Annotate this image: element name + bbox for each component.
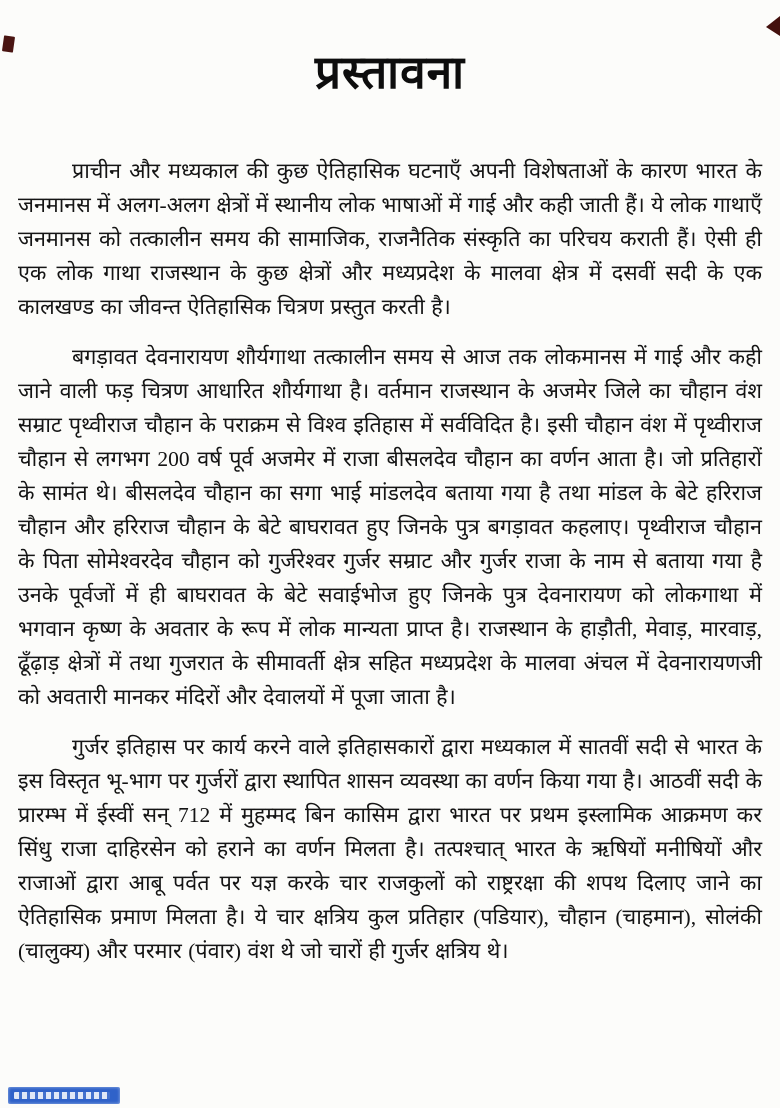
scan-artifact-highlight	[8, 1087, 120, 1104]
paragraph-2: बगड़ावत देवनारायण शौर्यगाथा तत्कालीन समय से आज तक लोकमानस में गाई और कही जाने वाली फड़ चित्रण आधारित शौर्यगाथा है। वर्तमान राजस्थान के अजमेर जिले का चौहान वंश सम्राट पृथ्वीराज चौहान के पराक्रम से विश्व इतिहास में सर्वविदित है। इसी चौहान वंश में पृथ्वीराज चौहान से लगभग 200 वर्ष पूर्व अजमेर में राजा बीसलदेव चौहान का वर्णन आता है। जो प्रतिहारों के सामंत थे। बीसलदेव चौहान का सगा भाई मांडलदेव बताया गया है तथा मांडल के बेटे हरिराज चौहान और हरिराज चौहान के बेटे बाघरावत हुए जिनके पुत्र बगड़ावत कहलाए। पृथ्वीराज चौहान के पिता सोमेश्वरदेव चौहान को गुर्जरेश्वर गुर्जर सम्राट और गुर्जर राजा के नाम से बताया गया है उनके पूर्वजों में ही बाघरावत के बेटे सवाईभोज हुए जिनके पुत्र देवनारायण को लोकगाथा में भगवान कृष्ण के अवतार के रूप में लोक मान्यता प्राप्त है। राजस्थान के हाड़ौती, मेवाड़, मारवाड़, ढूँढ़ाड़ क्षेत्रों में तथा गुजरात के सीमावर्ती क्षेत्र सहित मध्यप्रदेश के मालवा अंचल में देवनारायणजी को अवतारी मानकर मंदिरों और देवालयों में पूजा जाता है।	[18, 345, 762, 709]
page-title: प्रस्तावना	[314, 47, 466, 98]
paragraph-1: प्राचीन और मध्यकाल की कुछ ऐतिहासिक घटनाएँ अपनी विशेषताओं के कारण भारत के जनमानस में अलग-अलग क्षेत्रों में स्थानीय लोक भाषाओं में गाई और कही जाती हैं। ये लोक गाथाएँ जनमानस को तत्कालीन समय की सामाजिक, राजनैतिक संस्कृति का परिचय कराती हैं। ऐसी ही एक लोक गाथा राजस्थान के कुछ क्षेत्रों और मध्यप्रदेश के मालवा क्षेत्र में दसवीं सदी के एक कालखण्ड का जीवन्त ऐतिहासिक चित्रण प्रस्तुत करती है।	[18, 159, 762, 319]
paragraph-3: गुर्जर इतिहास पर कार्य करने वाले इतिहासकारों द्वारा मध्यकाल में सातवीं सदी से भारत के इस विस्तृत भू-भाग पर गुर्जरों द्वारा स्थापित शासन व्यवस्था का वर्णन किया गया है। आठवीं सदी के प्रारम्भ में ईस्वीं सन् 712 में मुहम्मद बिन कासिम द्वारा भारत पर प्रथम इस्लामिक आक्रमण कर सिंधु राजा दाहिरसेन को हराने का वर्णन मिलता है। तत्पश्चात् भारत के ऋषियों मनीषियों और राजाओं द्वारा आबू पर्वत पर यज्ञ करके चार राजकुलों को राष्ट्ररक्षा की शपथ दिलाए जाने का ऐतिहासिक प्रमाण मिलता है। ये चार क्षत्रिय कुल प्रतिहार (पडियार), चौहान (चाहमान), सोलंकी (चालुक्य) और परमार (पंवार) वंश थे जो चारों ही गुर्जर क्षत्रिय थे।	[18, 735, 762, 963]
scan-mark-top-right-icon	[766, 16, 780, 36]
scan-mark-top-left-icon	[2, 35, 15, 52]
page-content	[0, 154, 780, 968]
